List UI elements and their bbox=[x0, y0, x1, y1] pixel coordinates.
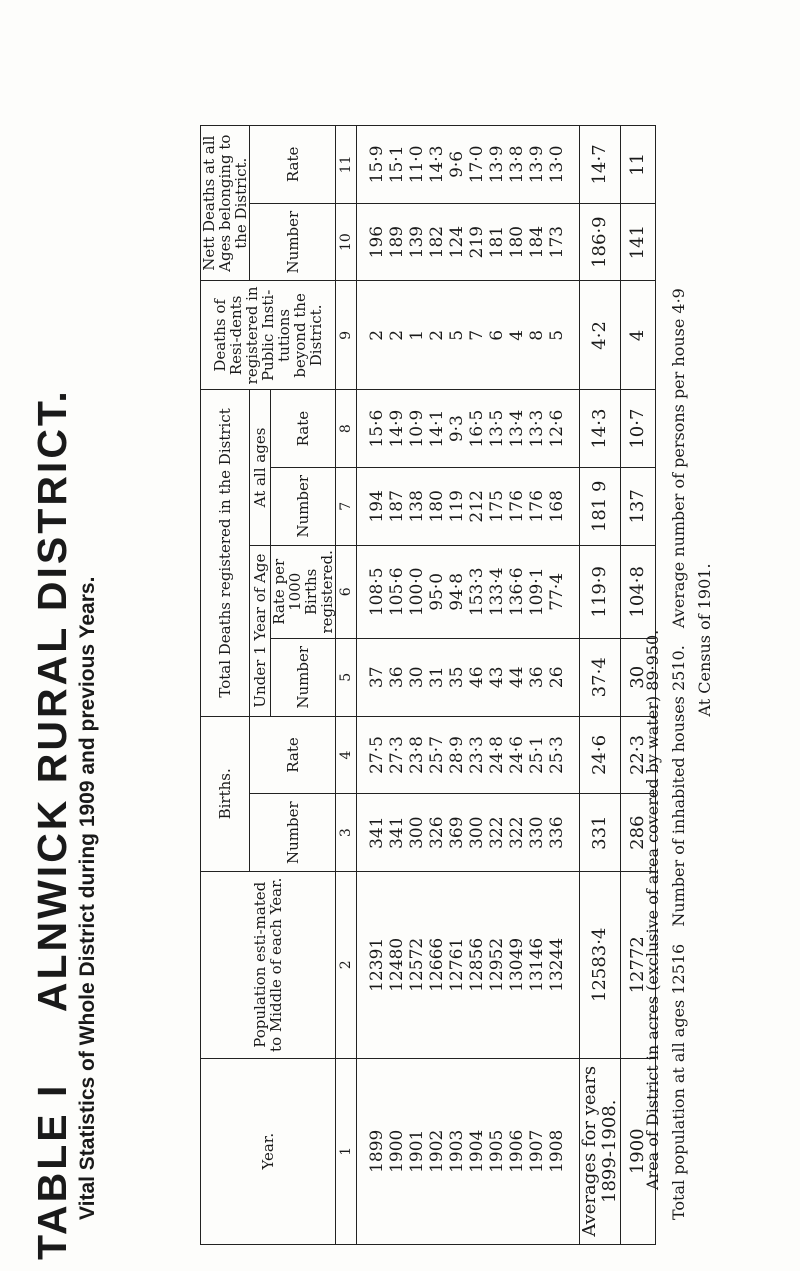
vital-statistics-table bbox=[200, 125, 656, 1245]
cell-under1-number: 30 bbox=[407, 638, 427, 716]
avg-under1-number: 37·4 bbox=[580, 638, 621, 716]
cell-under1-rate: 100·0 bbox=[407, 545, 427, 638]
col-number-1: 1 bbox=[336, 1058, 357, 1244]
header-allages-number: Number bbox=[271, 467, 336, 545]
cell-under1-rate: 94·8 bbox=[447, 545, 467, 638]
averages-label: Averages for years 1899-1908. bbox=[580, 1058, 621, 1244]
cell-births-rate: 25·1 bbox=[527, 716, 547, 794]
note-inhabited-houses: Number of inhabited houses 2510. bbox=[669, 645, 688, 927]
header-year: Year. bbox=[201, 1058, 336, 1244]
averages-row bbox=[580, 126, 621, 1245]
header-births: Births. bbox=[201, 716, 250, 871]
cell-under1-number: 31 bbox=[427, 638, 447, 716]
cell-births-number: 330 bbox=[527, 794, 547, 872]
header-nett-number: Number bbox=[250, 203, 336, 281]
header-allages-rate: Rate bbox=[271, 390, 336, 468]
cell-nett-number: 181 bbox=[487, 203, 507, 281]
table-row bbox=[547, 126, 580, 1245]
cell-nett-rate: 13·8 bbox=[507, 126, 527, 204]
header-births-rate: Rate bbox=[250, 716, 336, 794]
cell-births-rate: 23·8 bbox=[407, 716, 427, 794]
col-number-11: 11 bbox=[336, 126, 357, 204]
cell-allages-number: 212 bbox=[467, 467, 487, 545]
cell-births-rate: 25·3 bbox=[547, 716, 580, 794]
table-body bbox=[357, 126, 656, 1245]
cell-allages-rate: 14·1 bbox=[427, 390, 447, 468]
cell-allages-rate: 16·5 bbox=[467, 390, 487, 468]
col-number-9: 9 bbox=[336, 281, 357, 390]
cell-allages-rate: 15·6 bbox=[357, 390, 388, 468]
final-year: 1900 bbox=[621, 1058, 656, 1244]
avg-residents: 4·2 bbox=[580, 281, 621, 390]
col-number-2: 2 bbox=[336, 872, 357, 1058]
cell-nett-number: 180 bbox=[507, 203, 527, 281]
cell-births-number: 322 bbox=[507, 794, 527, 872]
table-label: TABLE I bbox=[29, 1082, 75, 1260]
final-births-number: 286 bbox=[621, 794, 656, 872]
header-total-deaths: Total Deaths registered in the District bbox=[201, 390, 250, 716]
cell-year: 1903 bbox=[447, 1058, 467, 1244]
cell-residents: 7 bbox=[467, 281, 487, 390]
col-number-10: 10 bbox=[336, 203, 357, 281]
cell-residents: 2 bbox=[427, 281, 447, 390]
cell-year: 1908 bbox=[547, 1058, 580, 1244]
cell-nett-rate: 11·0 bbox=[407, 126, 427, 204]
avg-population: 12583·4 bbox=[580, 872, 621, 1058]
cell-residents: 8 bbox=[527, 281, 547, 390]
avg-nett-number: 186·9 bbox=[580, 203, 621, 281]
cell-nett-rate: 15·1 bbox=[387, 126, 407, 204]
cell-allages-rate: 13·5 bbox=[487, 390, 507, 468]
cell-allages-number: 176 bbox=[527, 467, 547, 545]
cell-births-rate: 27·3 bbox=[387, 716, 407, 794]
cell-under1-rate: 109·1 bbox=[527, 545, 547, 638]
cell-year: 1907 bbox=[527, 1058, 547, 1244]
cell-nett-number: 182 bbox=[427, 203, 447, 281]
cell-births-number: 336 bbox=[547, 794, 580, 872]
header-allages: At all ages bbox=[250, 390, 271, 545]
cell-population: 12666 bbox=[427, 872, 447, 1058]
rotated-table-container bbox=[200, 125, 648, 1245]
avg-allages-rate: 14·3 bbox=[580, 390, 621, 468]
header-nett-deaths: Nett Deaths at all Ages belonging to the District. bbox=[201, 126, 250, 281]
header-births-number: Number bbox=[250, 794, 336, 872]
cell-under1-rate: 133·4 bbox=[487, 545, 507, 638]
cell-nett-number: 173 bbox=[547, 203, 580, 281]
title-block bbox=[30, 100, 100, 1260]
header-under1-number: Number bbox=[271, 638, 336, 716]
final-under1-rate: 104·8 bbox=[621, 545, 656, 638]
avg-allages-number: 181 9 bbox=[580, 467, 621, 545]
cell-residents: 5 bbox=[447, 281, 467, 390]
cell-births-rate: 24·8 bbox=[487, 716, 507, 794]
cell-under1-rate: 105·6 bbox=[387, 545, 407, 638]
cell-allages-number: 175 bbox=[487, 467, 507, 545]
cell-year: 1906 bbox=[507, 1058, 527, 1244]
final-residents: 4 bbox=[621, 281, 656, 390]
cell-nett-rate: 15·9 bbox=[357, 126, 388, 204]
table-row bbox=[447, 126, 467, 1245]
cell-nett-rate: 13·0 bbox=[547, 126, 580, 204]
col-number-7: 7 bbox=[336, 467, 357, 545]
cell-under1-rate: 108·5 bbox=[357, 545, 388, 638]
cell-under1-rate: 95·0 bbox=[427, 545, 447, 638]
cell-allages-number: 187 bbox=[387, 467, 407, 545]
cell-allages-rate: 10·9 bbox=[407, 390, 427, 468]
header-population: Population esti-mated to Middle of each Year. bbox=[201, 872, 336, 1058]
cell-population: 12391 bbox=[357, 872, 388, 1058]
cell-population: 13244 bbox=[547, 872, 580, 1058]
cell-residents: 5 bbox=[547, 281, 580, 390]
cell-residents: 2 bbox=[357, 281, 388, 390]
avg-births-rate: 24·6 bbox=[580, 716, 621, 794]
cell-births-rate: 28·9 bbox=[447, 716, 467, 794]
cell-population: 12856 bbox=[467, 872, 487, 1058]
cell-year: 1905 bbox=[487, 1058, 507, 1244]
cell-births-rate: 25·7 bbox=[427, 716, 447, 794]
cell-nett-rate: 13·9 bbox=[527, 126, 547, 204]
cell-nett-rate: 17·0 bbox=[467, 126, 487, 204]
avg-nett-rate: 14·7 bbox=[580, 126, 621, 204]
final-births-rate: 22·3 bbox=[621, 716, 656, 794]
final-nett-rate: 11 bbox=[621, 126, 656, 204]
table-row bbox=[427, 126, 447, 1245]
cell-under1-rate: 153·3 bbox=[467, 545, 487, 638]
cell-under1-number: 44 bbox=[507, 638, 527, 716]
cell-under1-number: 36 bbox=[527, 638, 547, 716]
col-number-4: 4 bbox=[336, 716, 357, 794]
cell-population: 12761 bbox=[447, 872, 467, 1058]
cell-births-number: 341 bbox=[357, 794, 388, 872]
cell-under1-number: 43 bbox=[487, 638, 507, 716]
table-row bbox=[487, 126, 507, 1245]
cell-year: 1904 bbox=[467, 1058, 487, 1244]
col-number-5: 5 bbox=[336, 638, 357, 716]
cell-residents: 2 bbox=[387, 281, 407, 390]
cell-allages-number: 138 bbox=[407, 467, 427, 545]
header-residents-deaths: Deaths of Resi-dents registered in Public Insti-tutions beyond the District. bbox=[201, 281, 336, 390]
table-row bbox=[387, 126, 407, 1245]
cell-population: 12952 bbox=[487, 872, 507, 1058]
cell-population: 13049 bbox=[507, 872, 527, 1058]
cell-under1-number: 36 bbox=[387, 638, 407, 716]
cell-year: 1902 bbox=[427, 1058, 447, 1244]
cell-nett-number: 196 bbox=[357, 203, 388, 281]
cell-under1-number: 26 bbox=[547, 638, 580, 716]
cell-residents: 4 bbox=[507, 281, 527, 390]
cell-allages-rate: 14·9 bbox=[387, 390, 407, 468]
final-population: 12772 bbox=[621, 872, 656, 1058]
cell-under1-number: 46 bbox=[467, 638, 487, 716]
cell-residents: 6 bbox=[487, 281, 507, 390]
cell-year: 1900 bbox=[387, 1058, 407, 1244]
cell-under1-rate: 77·4 bbox=[547, 545, 580, 638]
cell-births-number: 341 bbox=[387, 794, 407, 872]
cell-nett-number: 189 bbox=[387, 203, 407, 281]
cell-under1-number: 37 bbox=[357, 638, 388, 716]
col-number-6: 6 bbox=[336, 545, 357, 638]
cell-nett-rate: 14·3 bbox=[427, 126, 447, 204]
cell-year: 1899 bbox=[357, 1058, 388, 1244]
cell-nett-rate: 9·6 bbox=[447, 126, 467, 204]
final-allages-number: 137 bbox=[621, 467, 656, 545]
cell-allages-rate: 9·3 bbox=[447, 390, 467, 468]
table-row bbox=[527, 126, 547, 1245]
note-line-2 bbox=[666, 60, 692, 1220]
header-nett-rate: Rate bbox=[250, 126, 336, 204]
final-under1-number: 30 bbox=[621, 638, 656, 716]
district-name: ALNWICK RURAL DISTRICT. bbox=[29, 388, 75, 1013]
footnotes bbox=[640, 60, 720, 1220]
cell-nett-rate: 13·9 bbox=[487, 126, 507, 204]
final-allages-rate: 10·7 bbox=[621, 390, 656, 468]
cell-population: 12572 bbox=[407, 872, 427, 1058]
table-subtitle: Vital Statistics of Whole District during 1909 and previous Years. bbox=[76, 576, 99, 1220]
cell-births-number: 326 bbox=[427, 794, 447, 872]
note-area: Area of District in acres (exclusive of area covered by water) 89·950. bbox=[643, 629, 662, 1190]
col-number-3: 3 bbox=[336, 794, 357, 872]
cell-births-number: 300 bbox=[467, 794, 487, 872]
table-row bbox=[357, 126, 388, 1245]
cell-births-rate: 23·3 bbox=[467, 716, 487, 794]
cell-under1-rate: 136·6 bbox=[507, 545, 527, 638]
col-number-8: 8 bbox=[336, 390, 357, 468]
cell-year: 1901 bbox=[407, 1058, 427, 1244]
note-average-persons: Average number of persons per house 4·9 bbox=[669, 288, 688, 629]
cell-population: 13146 bbox=[527, 872, 547, 1058]
cell-births-number: 369 bbox=[447, 794, 467, 872]
cell-births-rate: 27·5 bbox=[357, 716, 388, 794]
cell-allages-number: 119 bbox=[447, 467, 467, 545]
cell-nett-number: 184 bbox=[527, 203, 547, 281]
cell-residents: 1 bbox=[407, 281, 427, 390]
cell-births-number: 322 bbox=[487, 794, 507, 872]
final-nett-number: 141 bbox=[621, 203, 656, 281]
cell-allages-number: 168 bbox=[547, 467, 580, 545]
cell-births-number: 300 bbox=[407, 794, 427, 872]
cell-allages-number: 176 bbox=[507, 467, 527, 545]
header-under1-rate: Rate per 1000 Births registered. bbox=[271, 545, 336, 638]
table-row bbox=[467, 126, 487, 1245]
table-title bbox=[30, 100, 74, 1260]
cell-nett-number: 219 bbox=[467, 203, 487, 281]
cell-nett-number: 139 bbox=[407, 203, 427, 281]
header-under1: Under 1 Year of Age bbox=[250, 545, 271, 716]
cell-allages-rate: 13·4 bbox=[507, 390, 527, 468]
cell-allages-number: 194 bbox=[357, 467, 388, 545]
cell-population: 12480 bbox=[387, 872, 407, 1058]
avg-births-number: 331 bbox=[580, 794, 621, 872]
cell-allages-rate: 13·3 bbox=[527, 390, 547, 468]
cell-under1-number: 35 bbox=[447, 638, 467, 716]
table-row bbox=[507, 126, 527, 1245]
cell-nett-number: 124 bbox=[447, 203, 467, 281]
cell-allages-rate: 12·6 bbox=[547, 390, 580, 468]
avg-under1-rate: 119·9 bbox=[580, 545, 621, 638]
table-row bbox=[407, 126, 427, 1245]
note-total-population: Total population at all ages 12516 bbox=[669, 943, 688, 1220]
note-census: At Census of 1901. bbox=[695, 563, 714, 717]
cell-allages-number: 180 bbox=[427, 467, 447, 545]
cell-births-rate: 24·6 bbox=[507, 716, 527, 794]
